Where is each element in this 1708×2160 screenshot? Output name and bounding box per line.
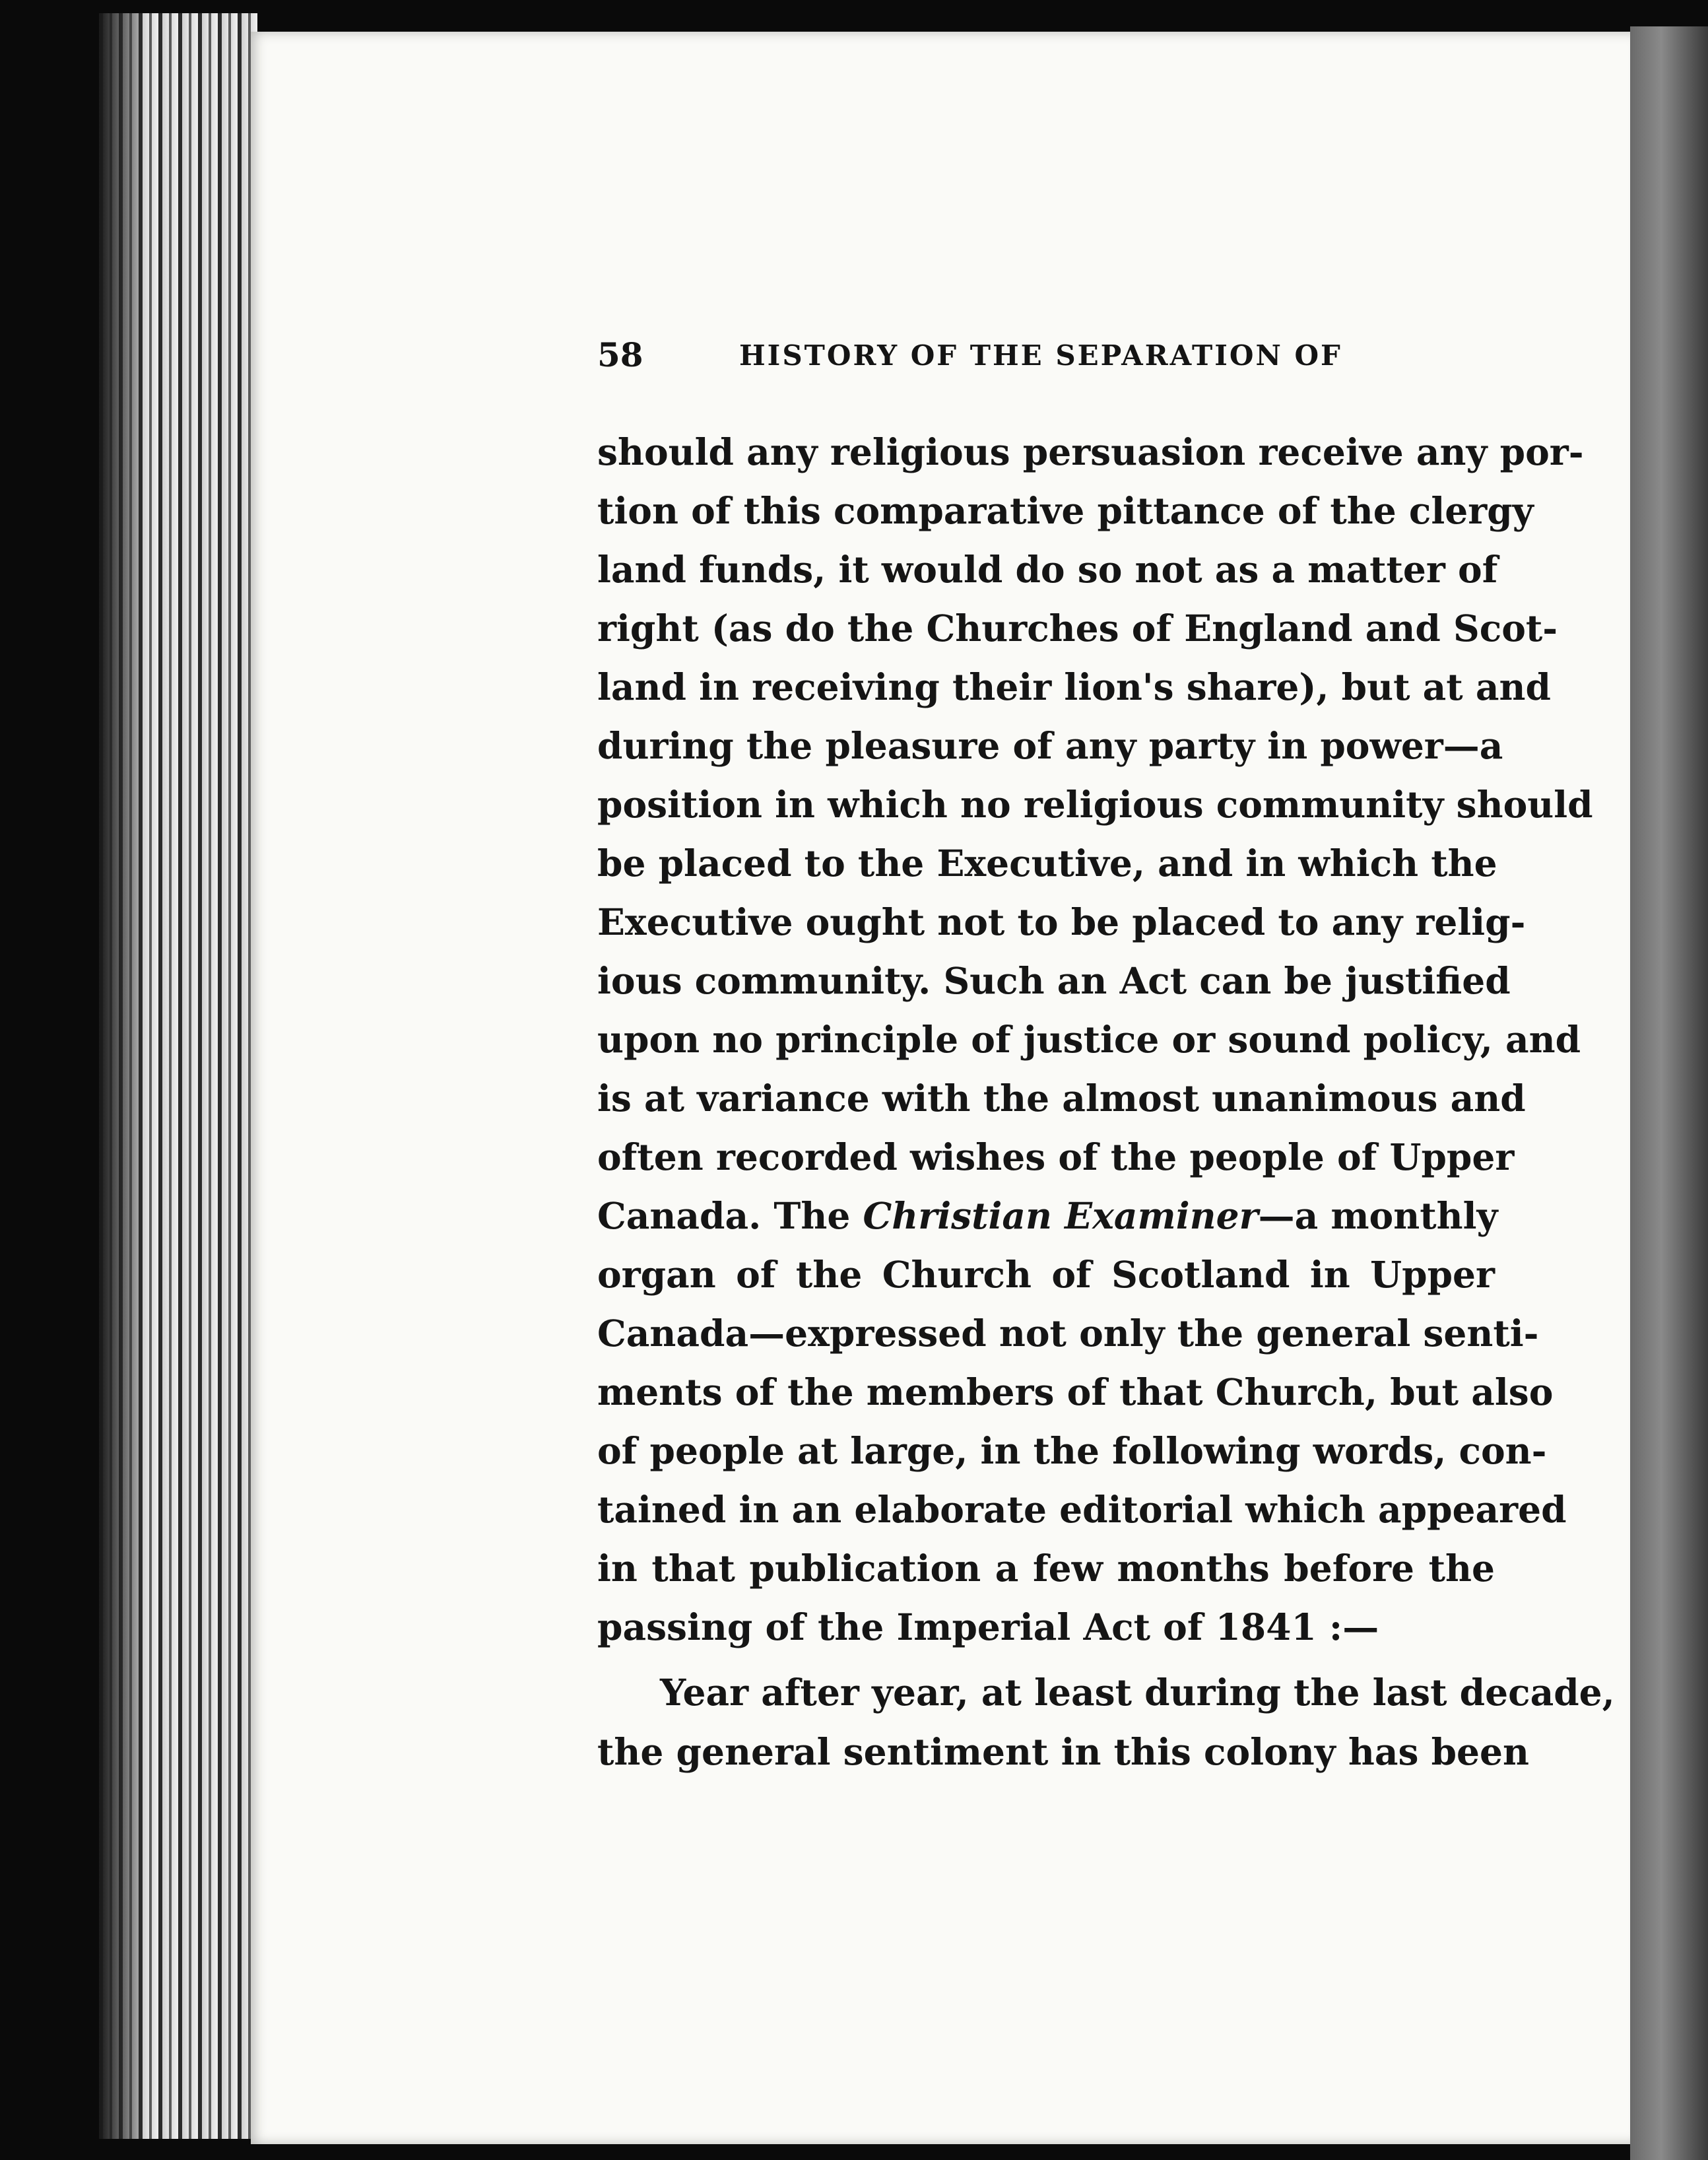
text-line: in that publication a few months before the [597, 1547, 1495, 1590]
text-line: often recorded wishes of the people of Upper [597, 1135, 1515, 1178]
text-line: land in receiving their lion's share), but at and [597, 665, 1551, 708]
text-line: should any religious persuasion receive any por- [597, 430, 1584, 473]
body-text [597, 422, 1615, 1782]
quote-line: the general sentiment in this colony has been [597, 1730, 1530, 1773]
running-title: HISTORY OF THE SEPARATION OF [739, 339, 1342, 372]
text-line: is at variance with the almost unanimous and [597, 1077, 1526, 1120]
scan-right-border [1630, 26, 1708, 2160]
page-number: 58 [597, 335, 643, 374]
quoted-passage [597, 1663, 1615, 1782]
text-line-with-italic [597, 1186, 1498, 1245]
text-line: during the pleasure of any party in power—a [597, 724, 1503, 767]
text-line: ious community. Such an Act can be justified [597, 959, 1511, 1002]
text-line: tion of this comparative pittance of the clergy [597, 489, 1534, 532]
binding-shadow [99, 13, 139, 2139]
text-line: tained in an elaborate editorial which appeared [597, 1488, 1567, 1531]
text-line: of people at large, in the following words, con- [597, 1429, 1547, 1472]
text-line: ments of the members of that Church, but also [597, 1370, 1554, 1413]
text-line: right (as do the Churches of England and Scot- [597, 607, 1558, 650]
text-line: passing of the Imperial Act of 1841 :— [597, 1605, 1379, 1648]
text-line: be placed to the Executive, and in which the [597, 842, 1497, 885]
text-span: Canada. The [597, 1194, 863, 1237]
text-line: Canada—expressed not only the general senti- [597, 1312, 1539, 1355]
text-span: —a monthly [1258, 1194, 1498, 1237]
quote-line: Year after year, at least during the last decade, [660, 1671, 1615, 1714]
publication-title: Christian Examiner [863, 1194, 1259, 1237]
text-line: land funds, it would do so not as a matter of [597, 548, 1498, 591]
text-line: Executive ought not to be placed to any relig- [597, 900, 1526, 943]
text-line: organ of the Church of Scotland in Upper [597, 1253, 1495, 1296]
text-line: position in which no religious community should [597, 783, 1593, 826]
text-line: upon no principle of justice or sound policy, and [597, 1018, 1581, 1061]
page-header [597, 335, 1350, 382]
